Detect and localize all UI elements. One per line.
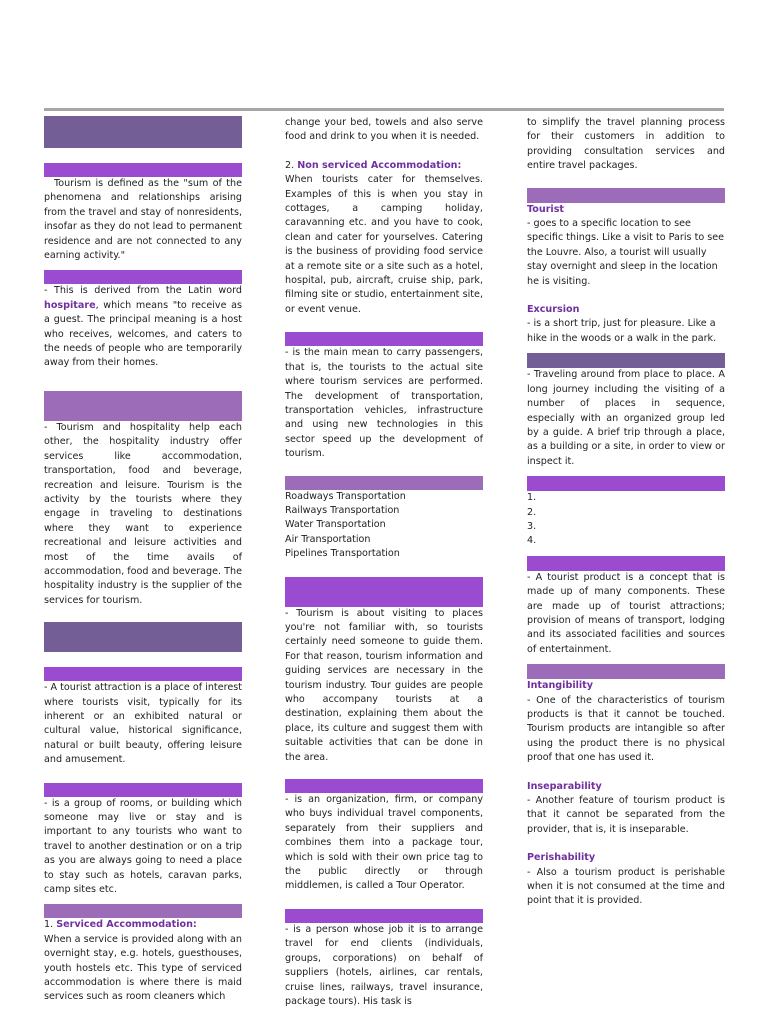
tourist-heading: Tourist (527, 203, 565, 215)
tour-text: - Traveling around from place to place. A long journey including the visiting of a number of places in sequence, especially with an organized group led by a guide. A brief trip through a place, as a building or a site, in order to view or inspect it. (527, 369, 725, 467)
tourist-product-text: - A tourist product is a concept that is made up of many components. These are made up of tourist attractions; provision of means of transport, lodging and its associated facilities and sources of entertainment. (527, 571, 725, 655)
column-1 (44, 116, 242, 1005)
section-band-tour-types (527, 476, 725, 491)
section-band-relationship (44, 391, 242, 421)
section-band-tourist-types (527, 188, 725, 203)
section-band-components (44, 622, 242, 652)
travel-agent-continued: to simplify the travel planning process for their customers in addition to providing consultation services and entire travel packages. (527, 117, 725, 172)
tourism-definition: Tourism is defined as the "sum of the phenomena and relationships arising from the travel and stay of nonresidents, insofar as they do not lead to permanent residence and are not connected to any earning activity." (44, 178, 242, 262)
serviced-continued: change your bed, towels and also serve food and drink to you when it is needed. (285, 117, 483, 143)
section-band-transportation (285, 332, 483, 346)
nonserviced-text: When tourists cater for themselves. Examples of this is when you stay in cottages, a camping holiday, caravanning etc. and you have to cook, clean and cater for yourselves. Catering is the business of providing food service at a remote site or a site such as a hotel, hospital, pub, aircraft, cruise ship, park, filming site or studio, entertainment site, or event venue. (285, 174, 483, 315)
numbered-list (527, 491, 725, 549)
top-rule (44, 108, 724, 111)
attraction-text: - A tourist attraction is a place of interest where tourists visit, typically for its inherent or an exhibited natural or cultural value, historical significance, natural or built beauty, offering leisure and amusement. (44, 682, 242, 766)
transport-types-list (285, 490, 483, 562)
section-band-tourism (44, 163, 242, 177)
numbered-item: 4. (527, 535, 537, 547)
nonserviced-heading: 2. Non serviced Accommodation: (285, 159, 462, 171)
section-band-hospitality (44, 270, 242, 284)
transport-type-item: Railways Transportation (285, 504, 400, 516)
section-band-attraction (44, 667, 242, 681)
title-band (44, 116, 242, 148)
transport-type-item: Water Transportation (285, 519, 386, 531)
transport-type-item: Pipelines Transportation (285, 548, 400, 560)
section-band-guiding (285, 577, 483, 607)
section-band-tourist-product (527, 556, 725, 571)
hospitality-definition: - This is derived from the Latin word hospitare, which means "to receive as a guest. The principal meaning is a host who receives, welcomes, and caters to the needs of people who are temporarily away from their homes. (44, 285, 242, 369)
column-3 (527, 116, 725, 909)
inseparability-text: - Another feature of tourism product is that it cannot be separated from the provider, that is, it is inseparable. (527, 795, 725, 835)
transport-type-item: Air Transportation (285, 533, 371, 545)
excursion-text: - is a short trip, just for pleasure. Like a hike in the woods or a walk in the park. (527, 318, 717, 344)
section-band-accommodation-types (44, 904, 242, 918)
perishability-heading: Perishability (527, 852, 596, 864)
column-2 (285, 116, 483, 1009)
numbered-item: 2. (527, 506, 537, 518)
travel-agent-text: - is a person whose job it is to arrange travel for end clients (individuals, groups, corporations) on behalf of suppliers (hotels, airlines, car rentals, cruise lines, railways, travel insurance, package tours). His task is (285, 923, 483, 1007)
serviced-heading: 1. Serviced Accommodation: (44, 919, 197, 931)
hospitare-term: hospitare (44, 299, 96, 311)
transportation-text: - is the main mean to carry passengers, that is, the tourists to the actual site where tourism services are performed. The development of transportation, transportation vehicles, infrastructure and using new technologies in this sector speed up the development of tourism. (285, 347, 483, 460)
transport-type-item: Roadways Transportation (285, 490, 406, 502)
guiding-text: - Tourism is about visiting to places you're not familiar with, so tourists certainly need someone to guide them. For that reason, tourism information and guiding services are necessary in the tourism industry. Tour guides are people who accompany tourists at a destination, explaining them about the place, its culture and suggest them with suitable activities that can be done in the area. (285, 607, 483, 763)
section-band-transport-types (285, 476, 483, 490)
section-band-travel-agent (285, 909, 483, 923)
excursion-heading: Excursion (527, 304, 580, 316)
section-band-tour (527, 353, 725, 368)
relationship-text: - Tourism and hospitality help each other, the hospitality industry offer services like accommodation, transportation, food and beverage, recreation and leisure. Tourism is the activity by the tourists where they engage in traveling to destinations where they want to experience recreational and leisure activities and most of the time avails of accommodation, food and beverage. The hospitality industry is the supplier of the services for tourism. (44, 421, 242, 606)
numbered-item: 1. (527, 492, 537, 504)
tourist-text: - goes to a specific location to see specific things. Like a visit to Paris to see the Louvre. Also, a tourist will usually stay overnight and sleep in the location he is visiting. (527, 218, 725, 287)
accommodation-text: - is a group of rooms, or building which someone may live or stay and is important to any tourists who want to travel to another destination or on a trip as you are always going to need a place to stay such as hotels, caravan parks, camp sites etc. (44, 797, 242, 896)
section-band-tour-operator (285, 779, 483, 793)
section-band-accommodation (44, 783, 242, 797)
numbered-item: 3. (527, 520, 537, 532)
intangibility-text: - One of the characteristics of tourism products is that it cannot be touched. Tourism products are intangible so after using the product there is no physical proof that one has used it. (527, 694, 725, 764)
section-band-characteristics (527, 664, 725, 679)
serviced-text: When a service is provided along with an overnight stay, e.g. hotels, guesthouses, youth hostels etc. This type of serviced accommodation is where there is maid services such as room cleaners which (44, 933, 242, 1003)
intangibility-heading: Intangibility (527, 680, 594, 692)
inseparability-heading: Inseparability (527, 780, 602, 792)
perishability-text: - Also a tourism product is perishable when it is not consumed at the time and point that it is provided. (527, 866, 725, 907)
tour-operator-text: - is an organization, firm, or company who buys individual travel components, separately from their suppliers and combines them into a package tour, which is sold with their own price tag to the public directly or through middlemen, is called a Tour Operator. (285, 794, 483, 892)
